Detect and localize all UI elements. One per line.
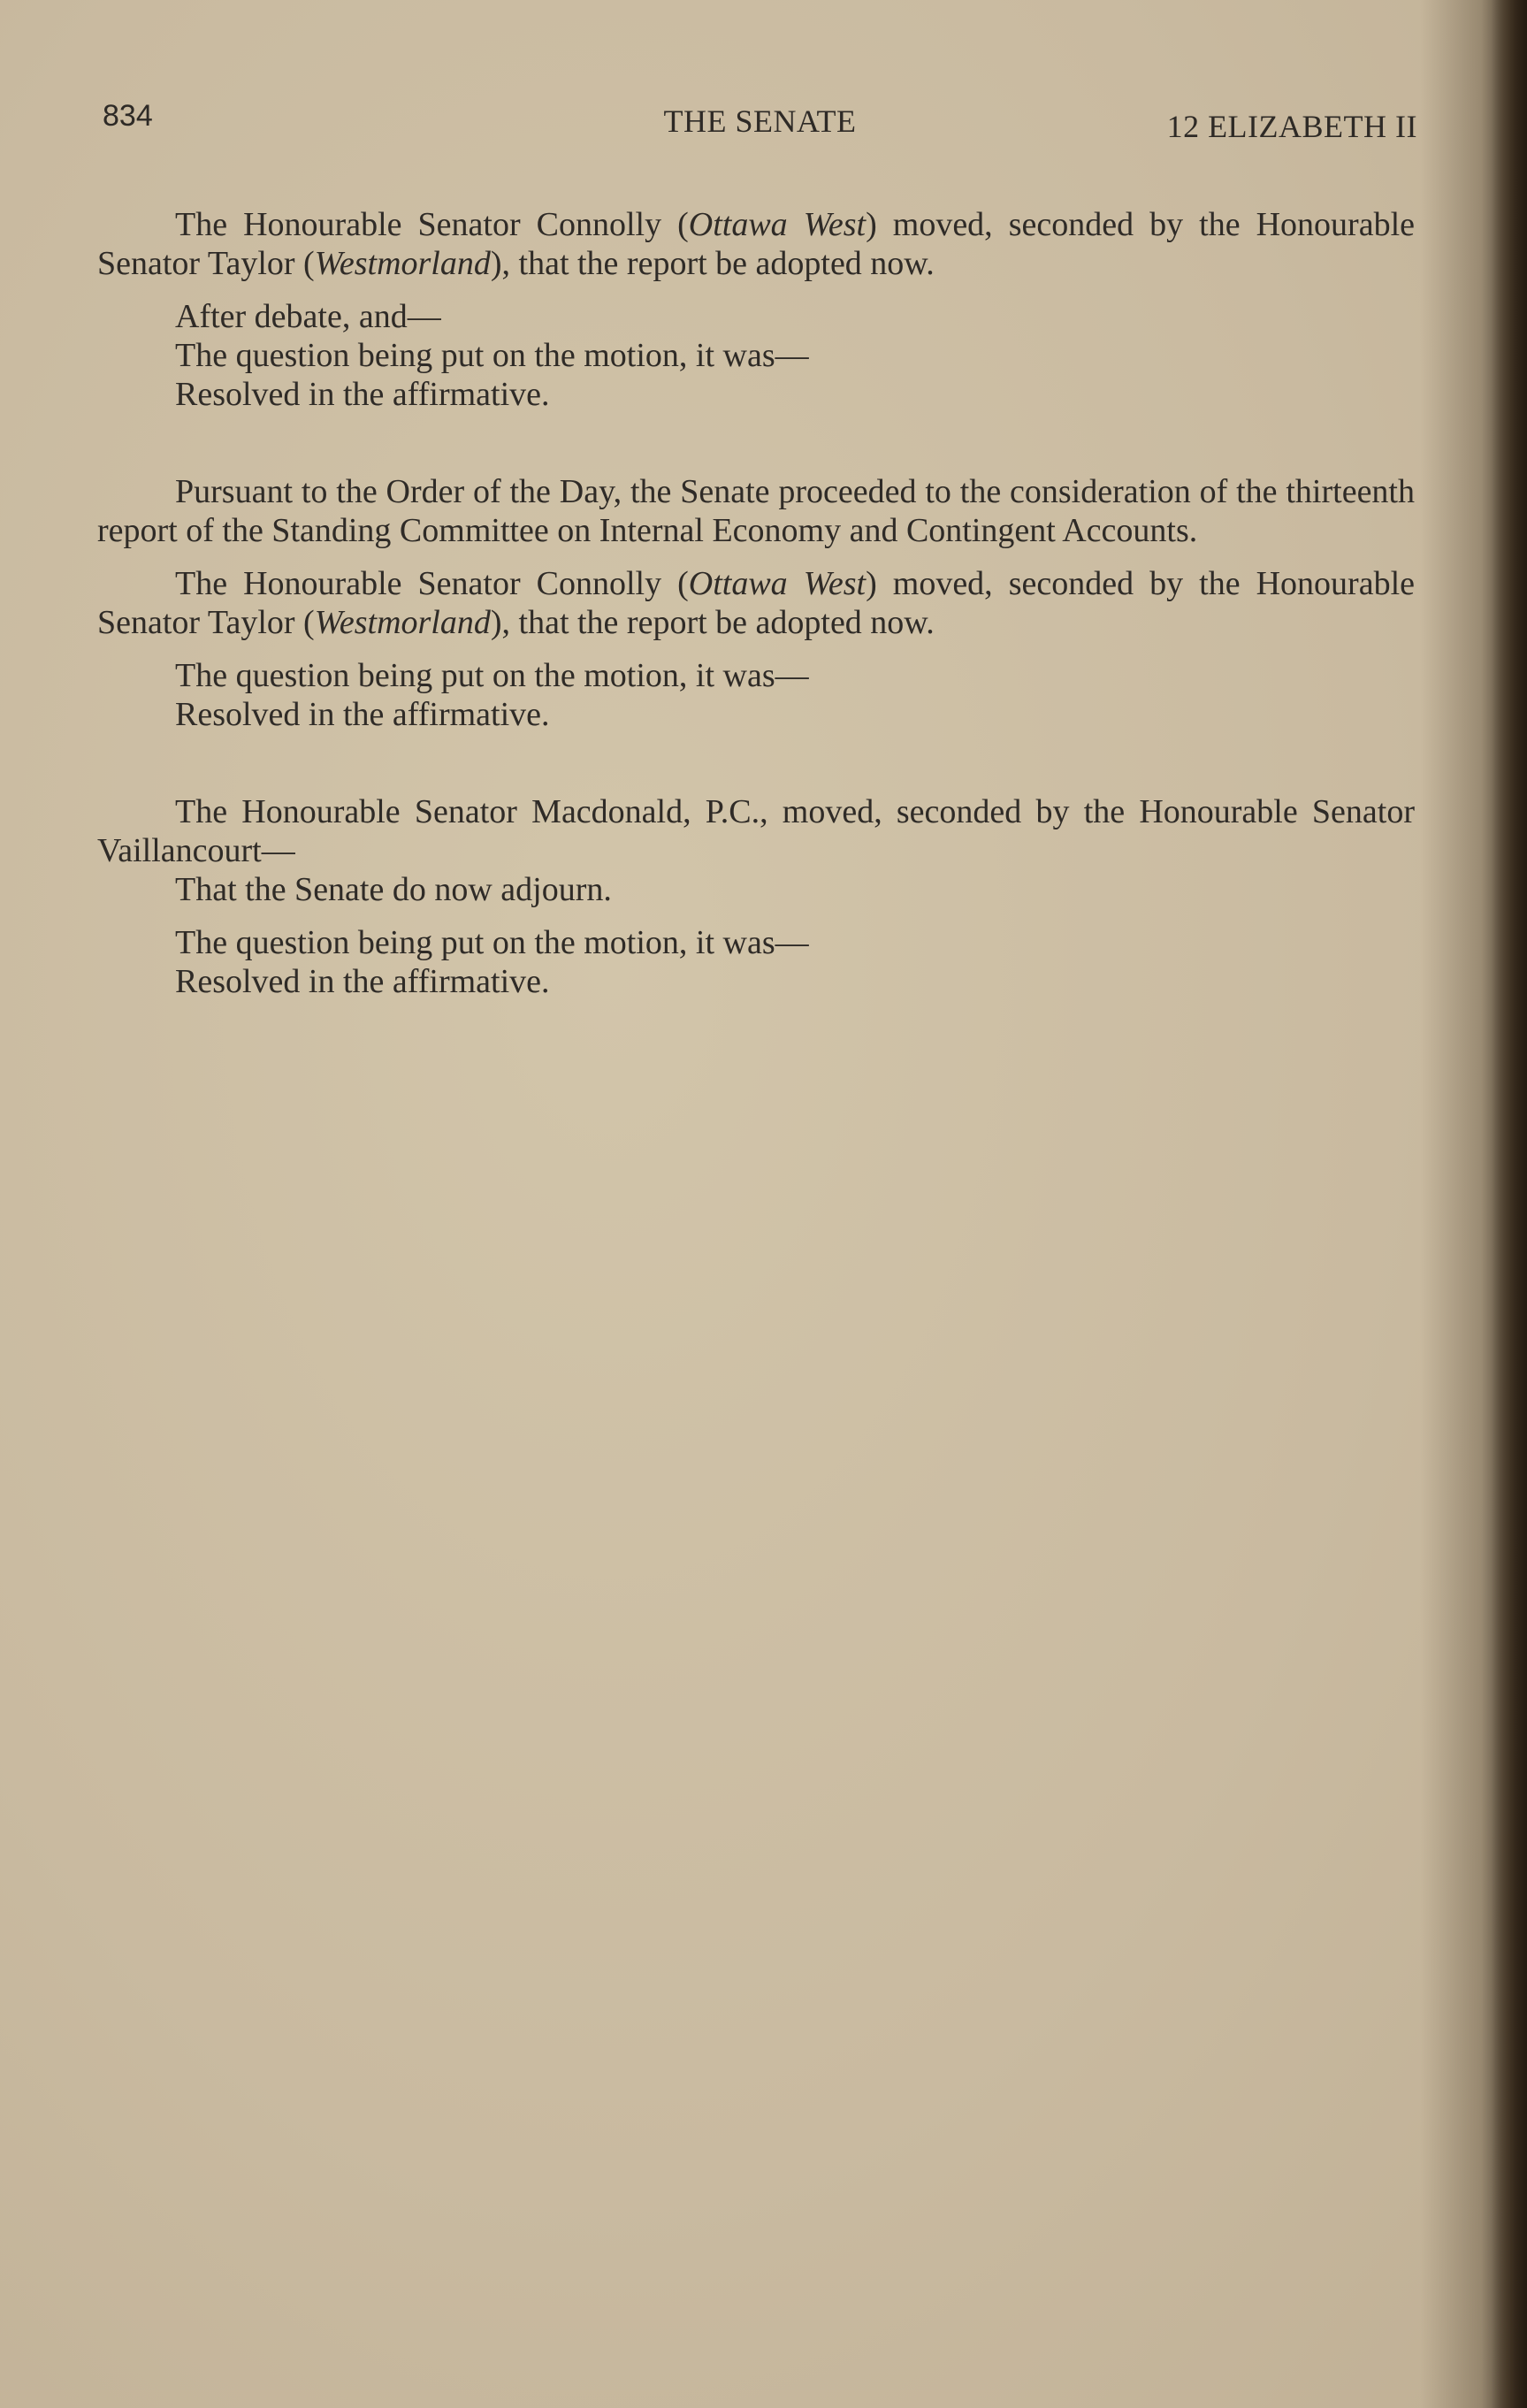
page-header: [103, 99, 1417, 143]
motion-paragraph-2: [97, 564, 1415, 642]
running-title: THE SENATE: [663, 103, 857, 139]
order-of-day-paragraph: Pursuant to the Order of the Day, the Senate proceeded to the consideration of the thirteenth report of the Standing Committee on Internal Economy and Contingent Accounts.: [97, 473, 1415, 549]
proceeding-line: That the Senate do now adjourn.: [175, 871, 612, 908]
journal-body: [97, 205, 1415, 1001]
constituency-italic: Ottawa West: [688, 565, 867, 602]
motion-text: ), that the report be adopted now.: [490, 245, 935, 282]
regnal-year: 12 ELIZABETH II: [1166, 109, 1417, 144]
motion-text: ) moved, seconded by the Honourable Senator Taylor (: [97, 565, 1415, 641]
constituency-italic: Westmorland: [314, 604, 491, 641]
proceeding-line: The question being put on the motion, it was—: [175, 924, 809, 961]
proceeding-line: After debate, and—: [175, 298, 441, 335]
binding-edge-shadow: [1492, 0, 1527, 2408]
constituency-italic: Ottawa West: [688, 206, 867, 243]
proceeding-line: Resolved in the affirmative.: [175, 376, 550, 413]
proceeding-line: Resolved in the affirmative.: [175, 696, 550, 733]
proceeding-line: Resolved in the affirmative.: [175, 963, 550, 1000]
adjourn-motion-paragraph: The Honourable Senator Macdonald, P.C., moved, seconded by the Honourable Senator Vaillancourt—: [97, 793, 1415, 869]
proceeding-line: The question being put on the motion, it was—: [175, 657, 809, 694]
motion-text: ), that the report be adopted now.: [490, 604, 935, 641]
motion-text: The Honourable Senator Connolly (: [175, 565, 689, 602]
constituency-italic: Westmorland: [314, 245, 491, 282]
proceeding-line: The question being put on the motion, it was—: [175, 337, 809, 374]
motion-text: The Honourable Senator Connolly (: [175, 206, 689, 243]
page-number: 834: [103, 99, 153, 133]
motion-text: ) moved, seconded by the Honourable Senator Taylor (: [97, 206, 1415, 282]
motion-paragraph-1: [97, 205, 1415, 283]
